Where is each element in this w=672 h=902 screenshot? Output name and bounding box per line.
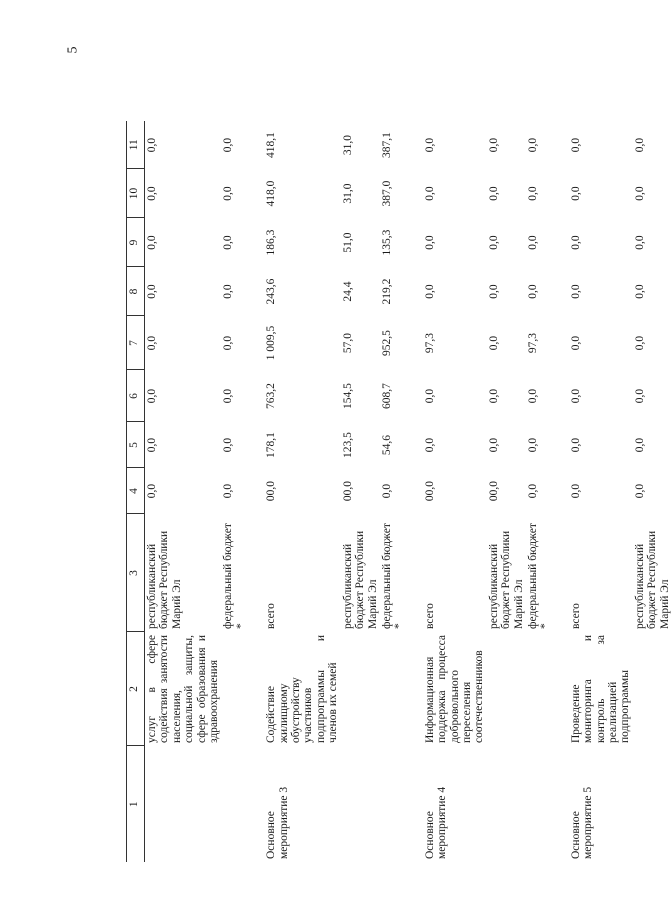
value-cell: 0,0 — [569, 186, 582, 201]
table-row — [264, 121, 340, 862]
value-cell: 0,0 — [633, 483, 646, 499]
value-cell: 0,0 — [526, 186, 539, 201]
value-cell: 0,0 — [633, 235, 646, 250]
value-cell: 0,0 — [569, 137, 582, 153]
value-cell: 0,0 — [487, 137, 500, 153]
value-cell: 0,0 — [222, 137, 235, 153]
funding-source-cell: республиканский бюджет Республики Марий Эл — [633, 530, 671, 629]
activity-cell — [380, 746, 407, 862]
value-cell: 608,7 — [380, 383, 393, 409]
value-cell: 418,1 — [265, 132, 278, 158]
row-spacer — [248, 121, 264, 862]
activity-cell: Основное мероприятие 4 — [423, 786, 449, 859]
value-cell: 54,6 — [380, 434, 393, 456]
description-cell — [487, 632, 526, 746]
activity-cell — [633, 746, 672, 862]
row-spacer — [407, 121, 423, 862]
description-cell: Информационная поддержка процесса добровольного переселения соотечественников — [423, 635, 486, 743]
value-cell: 0,0 — [569, 235, 582, 250]
table-body — [127, 121, 672, 862]
value-cell: 0,0 — [487, 284, 500, 299]
column-number: 5 — [127, 422, 145, 468]
value-cell: 0,0 — [423, 137, 436, 153]
table-row — [380, 121, 407, 862]
table-row — [633, 121, 672, 862]
rotated-budget-table — [126, 121, 671, 862]
value-cell: 763,2 — [265, 383, 278, 409]
table-row — [487, 121, 526, 862]
description-cell: Проведение мониторинга и контроль за реализацией подпрограммы — [569, 635, 632, 743]
value-cell: 0,0 — [222, 186, 235, 201]
funding-source-cell: всего — [423, 603, 436, 629]
table-row — [341, 121, 380, 862]
value-cell: 0,0 — [146, 483, 158, 499]
value-cell: 0,0 — [423, 437, 436, 453]
value-cell: 97,3 — [423, 332, 436, 354]
column-number: 6 — [127, 370, 145, 422]
value-cell: 1 009,5 — [265, 325, 278, 361]
value-cell: 0,0 — [222, 335, 235, 351]
value-cell: 0,0 — [526, 137, 539, 153]
value-cell: 31,0 — [341, 134, 354, 156]
value-cell: 0,0 — [633, 388, 646, 404]
funding-source-cell: республиканский бюджет Республики Марий Эл — [487, 530, 525, 629]
value-cell: 418,0 — [265, 180, 278, 207]
activity-cell: Основное мероприятие 5 — [569, 786, 595, 859]
activity-cell — [487, 746, 526, 862]
description-cell — [526, 632, 553, 746]
table-row — [423, 121, 487, 862]
value-cell: 219,2 — [380, 278, 393, 305]
value-cell: 97,3 — [526, 332, 539, 354]
value-cell: 0,0 — [146, 335, 158, 351]
spacer-cell — [553, 121, 569, 862]
value-cell: 0,0 — [526, 235, 539, 250]
description-cell — [221, 632, 248, 746]
column-number-row — [127, 121, 145, 862]
value-cell: 00,0 — [423, 480, 436, 502]
value-cell: 178,1 — [265, 432, 278, 458]
value-cell: 00,0 — [487, 480, 500, 502]
value-cell: 51,0 — [341, 232, 354, 253]
column-number: 11 — [127, 121, 145, 169]
value-cell: 0,0 — [222, 483, 235, 499]
row-spacer — [553, 121, 569, 862]
funding-source-cell: федеральный бюджет * — [222, 523, 247, 629]
funding-source-cell: федеральный бюджет * — [380, 523, 406, 629]
value-cell: 0,0 — [526, 483, 539, 499]
column-number: 1 — [127, 746, 145, 862]
page-number: 5 — [65, 46, 81, 54]
funding-source-cell: республиканский бюджет Республики Марий Эл — [341, 530, 379, 629]
value-cell: 123,5 — [341, 432, 354, 458]
value-cell: 0,0 — [569, 284, 582, 299]
value-cell: 387,1 — [380, 132, 393, 158]
funding-source-cell: всего — [569, 603, 582, 629]
value-cell: 0,0 — [423, 186, 436, 201]
column-number: 9 — [127, 218, 145, 267]
value-cell: 31,0 — [341, 183, 354, 204]
value-cell: 24,4 — [341, 281, 354, 302]
column-number: 8 — [127, 267, 145, 316]
funding-source-cell: республиканский бюджет Республики Марий Эл — [146, 530, 183, 629]
value-cell: 0,0 — [380, 483, 393, 499]
value-cell: 0,0 — [146, 137, 158, 153]
value-cell: 0,0 — [526, 437, 539, 453]
column-number: 10 — [127, 169, 145, 218]
table-row — [526, 121, 553, 862]
funding-source-cell: всего — [265, 603, 278, 629]
value-cell: 0,0 — [569, 483, 582, 499]
column-number: 3 — [127, 514, 145, 632]
value-cell: 0,0 — [633, 137, 646, 153]
description-cell: Содействие жилищному обустройству участников подпрограммы и членов их семей — [265, 635, 340, 743]
column-number: 4 — [127, 468, 145, 514]
description-cell — [633, 632, 672, 746]
value-cell: 00,0 — [265, 480, 278, 502]
description-cell: услуг в сфере содействия занятости населения, социальной защиты, сфере образования и здравоохранения — [146, 635, 221, 743]
value-cell: 0,0 — [146, 388, 158, 404]
value-cell: 0,0 — [487, 186, 500, 201]
activity-cell — [221, 746, 248, 862]
value-cell: 0,0 — [526, 284, 539, 299]
value-cell: 57,0 — [341, 332, 354, 354]
value-cell: 0,0 — [487, 388, 500, 404]
activity-cell — [341, 746, 380, 862]
value-cell: 387,0 — [380, 180, 393, 207]
value-cell: 0,0 — [222, 284, 235, 299]
value-cell: 952,5 — [380, 330, 393, 356]
value-cell: 0,0 — [569, 437, 582, 453]
activity-cell — [526, 746, 553, 862]
value-cell: 0,0 — [569, 335, 582, 351]
value-cell: 0,0 — [423, 388, 436, 404]
value-cell: 0,0 — [569, 388, 582, 404]
activity-cell: Основное мероприятие 3 — [265, 786, 290, 859]
column-number: 2 — [127, 632, 145, 746]
spacer-cell — [248, 121, 264, 862]
value-cell: 0,0 — [146, 284, 158, 299]
value-cell: 0,0 — [222, 235, 235, 250]
value-cell: 154,5 — [341, 383, 354, 409]
table-row — [145, 121, 222, 862]
value-cell: 0,0 — [487, 235, 500, 250]
value-cell: 0,0 — [423, 284, 436, 299]
value-cell: 0,0 — [487, 335, 500, 351]
budget-table — [126, 121, 672, 862]
value-cell: 0,0 — [633, 284, 646, 299]
value-cell: 0,0 — [633, 335, 646, 351]
value-cell: 135,3 — [380, 229, 393, 256]
value-cell: 0,0 — [423, 235, 436, 250]
value-cell: 0,0 — [222, 388, 235, 404]
value-cell: 0,0 — [146, 437, 158, 453]
value-cell: 0,0 — [526, 388, 539, 404]
value-cell: 0,0 — [146, 235, 158, 250]
value-cell: 0,0 — [222, 437, 235, 453]
value-cell: 0,0 — [146, 186, 158, 201]
value-cell: 0,0 — [633, 437, 646, 453]
value-cell: 243,6 — [265, 278, 278, 305]
table-row — [569, 121, 633, 862]
spacer-cell — [407, 121, 423, 862]
activity-cell — [145, 746, 222, 862]
description-cell — [341, 632, 380, 746]
value-cell: 186,3 — [265, 229, 278, 256]
value-cell: 0,0 — [487, 437, 500, 453]
value-cell: 00,0 — [341, 480, 354, 502]
table-row — [221, 121, 248, 862]
value-cell: 0,0 — [633, 186, 646, 201]
description-cell — [380, 632, 407, 746]
column-number: 7 — [127, 316, 145, 370]
funding-source-cell: федеральный бюджет * — [526, 523, 552, 629]
